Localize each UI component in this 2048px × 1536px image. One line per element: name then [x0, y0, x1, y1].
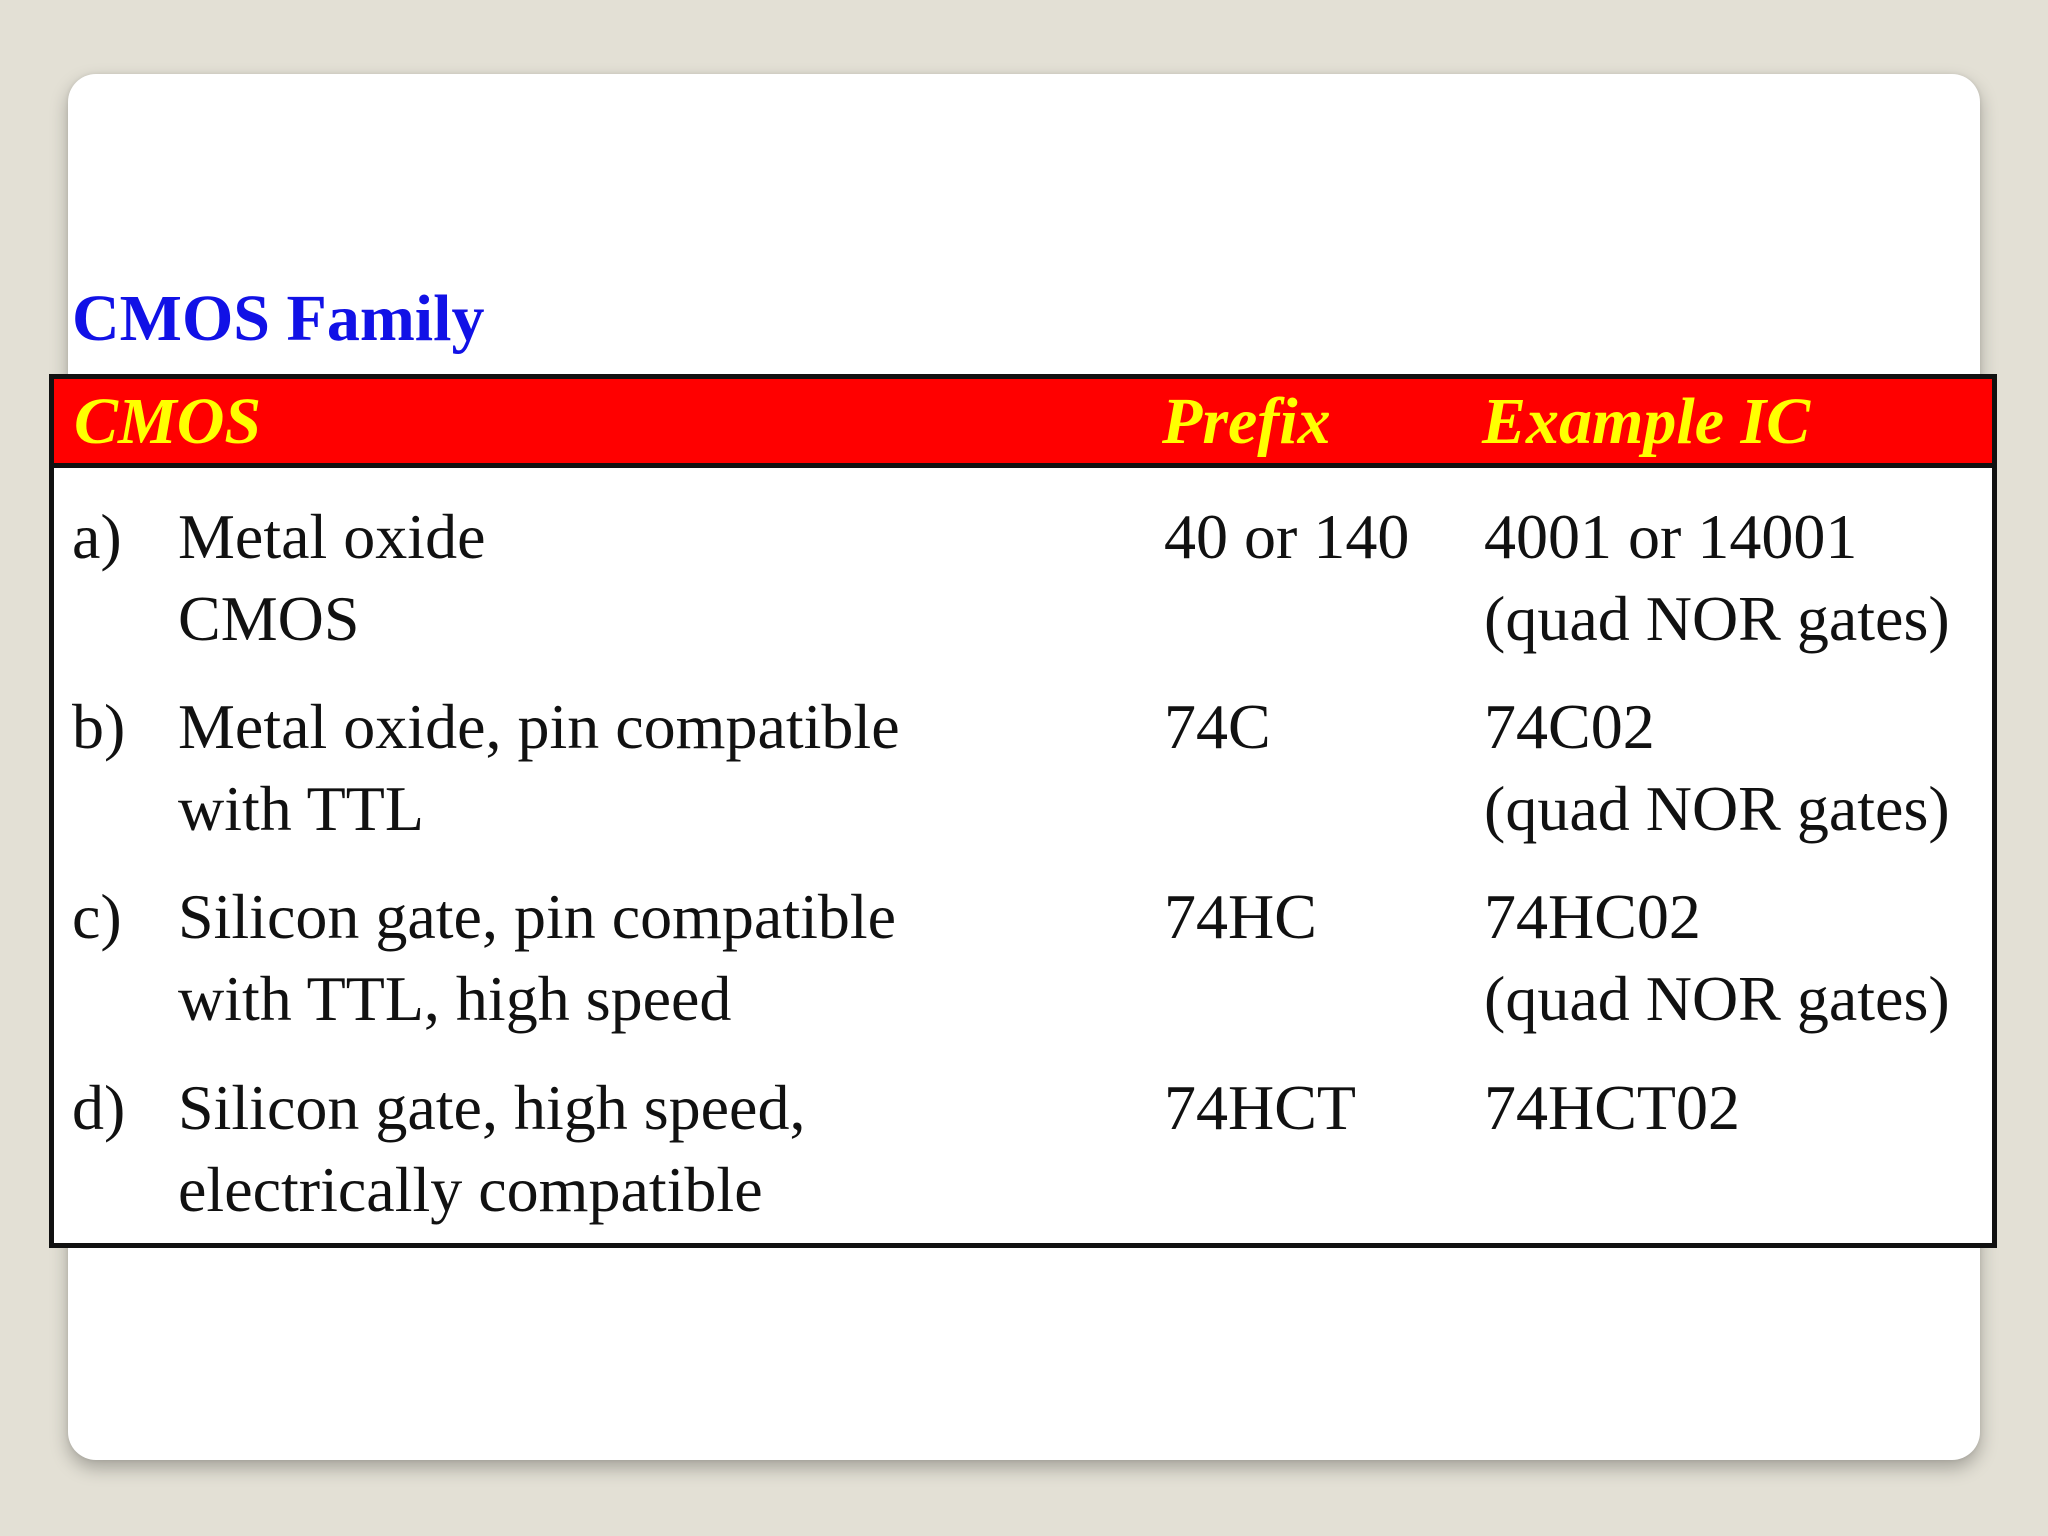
row-description [178, 876, 896, 1040]
table-row [54, 496, 1992, 686]
slide-title: CMOS Family [72, 282, 485, 355]
table-header-row [54, 379, 1992, 468]
cmos-family-table [49, 374, 1997, 1248]
row-description [178, 1067, 805, 1231]
description-line: electrically compatible [178, 1154, 763, 1225]
table-row [54, 876, 1992, 1066]
row-letter: c) [72, 881, 122, 952]
header-cmos: CMOS [74, 385, 262, 458]
example-line: 74HCT02 [1484, 1072, 1740, 1143]
example-line: 74HC02 [1484, 881, 1701, 952]
example-line: 74C02 [1484, 691, 1655, 762]
row-prefix: 40 or 140 [1164, 501, 1410, 572]
header-prefix: Prefix [1162, 385, 1331, 458]
table-row [54, 1067, 1992, 1257]
row-letter: b) [72, 691, 126, 762]
row-description [178, 496, 485, 660]
description-line: CMOS [178, 583, 360, 654]
row-prefix: 74HCT [1164, 1072, 1356, 1143]
description-line: Metal oxide, pin compatible [178, 691, 900, 762]
row-example-ic [1484, 876, 1950, 1040]
example-line: (quad NOR gates) [1484, 963, 1950, 1034]
description-line: with TTL, high speed [178, 963, 732, 1034]
example-line: (quad NOR gates) [1484, 773, 1950, 844]
description-line: Silicon gate, pin compatible [178, 881, 897, 952]
table-row [54, 686, 1992, 876]
header-example-ic: Example IC [1482, 385, 1811, 458]
row-prefix: 74HC [1164, 881, 1317, 952]
example-line: 4001 or 14001 [1484, 501, 1858, 572]
row-letter: d) [72, 1072, 126, 1143]
description-line: Metal oxide [178, 501, 486, 572]
description-line: with TTL [178, 773, 424, 844]
row-prefix: 74C [1164, 691, 1271, 762]
row-description [178, 686, 900, 850]
row-example-ic [1484, 496, 1950, 660]
example-line: (quad NOR gates) [1484, 583, 1950, 654]
row-example-ic [1484, 686, 1950, 850]
description-line: Silicon gate, high speed, [178, 1072, 806, 1143]
row-example-ic [1484, 1067, 1740, 1149]
row-letter: a) [72, 501, 122, 572]
